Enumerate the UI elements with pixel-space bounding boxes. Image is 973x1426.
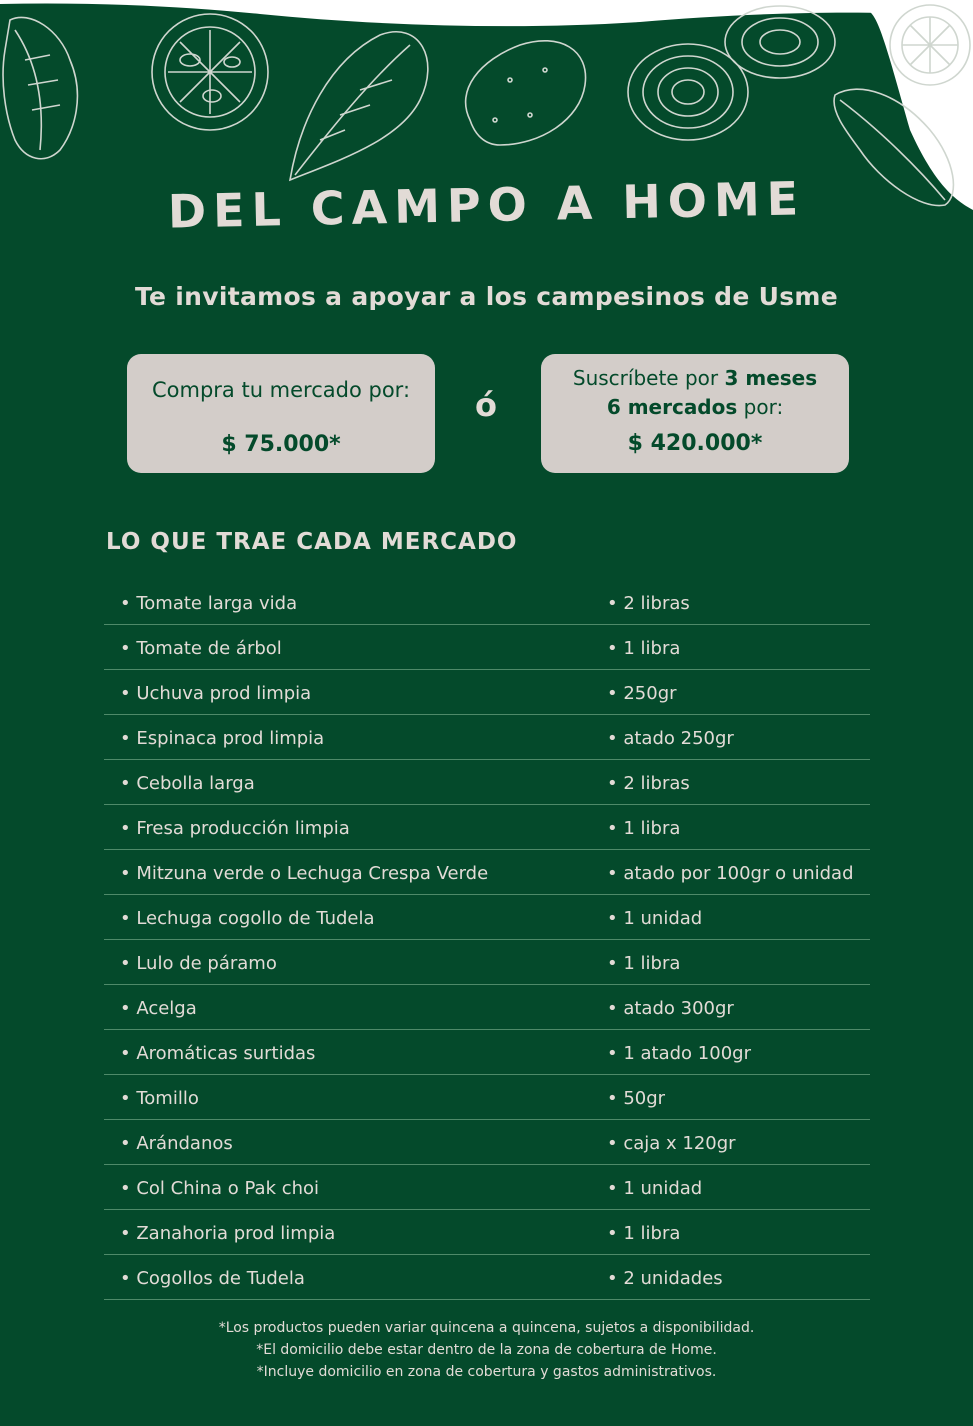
item-name: • Acelga (120, 998, 197, 1019)
offer-separator: ó (475, 386, 497, 424)
subscription-line-2 (541, 395, 849, 419)
product-list (104, 580, 870, 1300)
item-name: • Mitzuna verde o Lechuga Crespa Verde (120, 863, 489, 884)
list-item (104, 1075, 870, 1120)
item-quantity: • atado 250gr (607, 728, 734, 749)
subscription-duration: 3 meses (724, 366, 818, 390)
item-quantity: • 1 libra (607, 1223, 681, 1244)
onion-icon (628, 6, 835, 140)
item-quantity: • 1 unidad (607, 1178, 703, 1199)
item-quantity: • 1 atado 100gr (607, 1043, 751, 1064)
subscription-count: 6 mercados (606, 395, 738, 419)
item-quantity: • caja x 120gr (607, 1133, 736, 1154)
tomato-slice-icon (152, 14, 268, 130)
item-quantity: • 250gr (607, 683, 677, 704)
item-name: • Col China o Pak choi (120, 1178, 320, 1199)
footnote: *El domicilio debe estar dentro de la zona de cobertura de Home. (256, 1342, 717, 1358)
list-item (104, 850, 870, 895)
subscription-prefix: Suscríbete por (572, 366, 725, 390)
item-quantity: • 50gr (607, 1088, 666, 1109)
item-name: • Tomate de árbol (120, 638, 282, 659)
item-name: • Aromáticas surtidas (120, 1043, 316, 1064)
list-item (104, 670, 870, 715)
page-subtitle: Te invitamos a apoyar a los campesinos de Usme (134, 282, 838, 311)
potato-icon (466, 41, 586, 145)
item-quantity: • 2 libras (607, 773, 690, 794)
orange-slice-icon (890, 5, 970, 85)
list-item (104, 580, 870, 625)
item-quantity: • 1 unidad (607, 908, 703, 929)
list-item (104, 1120, 870, 1165)
item-name: • Uchuva prod limpia (120, 683, 312, 704)
single-purchase-label: Compra tu mercado por: (151, 378, 411, 402)
item-name: • Tomillo (120, 1088, 199, 1109)
list-item (104, 895, 870, 940)
lettuce-icon (3, 17, 77, 158)
list-item (104, 625, 870, 670)
list-heading: LO QUE TRAE CADA MERCADO (106, 529, 518, 555)
item-name: • Cebolla larga (120, 773, 255, 794)
item-name: • Espinaca prod limpia (120, 728, 325, 749)
spinach-icon (290, 32, 428, 180)
item-quantity: • 2 libras (607, 593, 690, 614)
list-item (104, 1210, 870, 1255)
item-name: • Cogollos de Tudela (120, 1268, 305, 1289)
item-quantity: • 2 unidades (607, 1268, 723, 1289)
list-item (104, 940, 870, 985)
item-name: • Lulo de páramo (120, 953, 277, 974)
item-quantity: • atado 300gr (607, 998, 734, 1019)
footnotes (0, 1317, 973, 1383)
list-item (104, 985, 870, 1030)
list-item (104, 760, 870, 805)
item-name: • Tomate larga vida (120, 593, 298, 614)
list-item (104, 1255, 870, 1300)
item-name: • Fresa producción limpia (120, 818, 350, 839)
list-item (104, 715, 870, 760)
footnote: *Incluye domicilio en zona de cobertura y gastos administrativos. (256, 1364, 717, 1380)
single-purchase-box (127, 354, 435, 473)
item-quantity: • 1 libra (607, 638, 681, 659)
item-quantity: • atado por 100gr o unidad (607, 863, 854, 884)
list-item (104, 1165, 870, 1210)
single-purchase-price: $ 75.000* (221, 432, 341, 457)
item-quantity: • 1 libra (607, 953, 681, 974)
page-title: DEL CAMPO A HOME (167, 171, 806, 239)
item-quantity: • 1 libra (607, 818, 681, 839)
list-item (104, 805, 870, 850)
subscription-line-1 (541, 366, 849, 390)
subscription-price: $ 420.000* (627, 431, 763, 456)
footnote: *Los productos pueden variar quincena a quincena, sujetos a disponibilidad. (218, 1320, 755, 1336)
item-name: • Lechuga cogollo de Tudela (120, 908, 375, 929)
list-item (104, 1030, 870, 1075)
item-name: • Arándanos (120, 1133, 233, 1154)
item-name: • Zanahoria prod limpia (120, 1223, 336, 1244)
subscription-suffix: por: (737, 395, 784, 419)
subscription-box (541, 354, 849, 473)
